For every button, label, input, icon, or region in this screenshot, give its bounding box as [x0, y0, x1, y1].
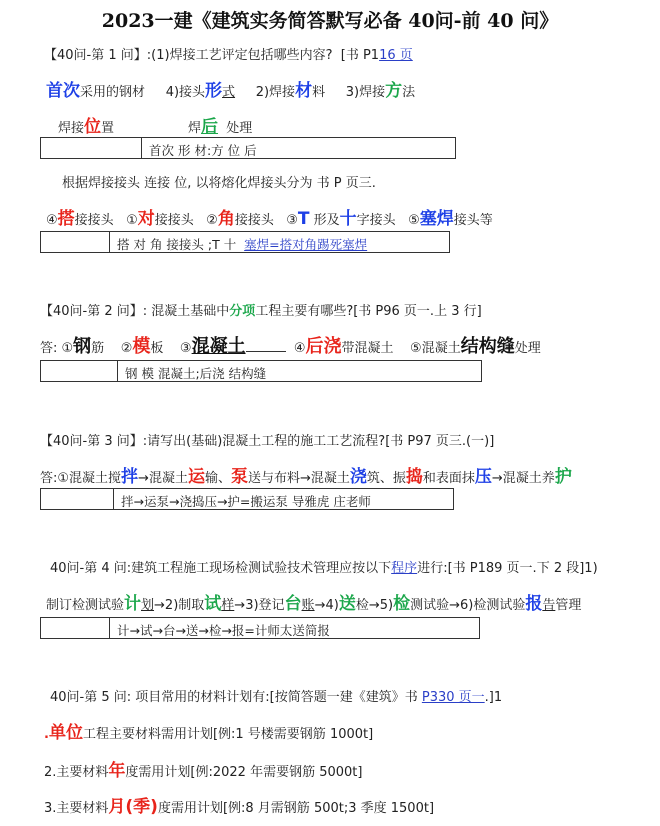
- q3-mnemonic-box: [40, 488, 454, 510]
- q4-t: →4): [314, 598, 339, 613]
- box-blank-cell: [41, 138, 142, 158]
- num: ③: [286, 213, 298, 228]
- q1-box2-b: 塞焊=搭对角踢死塞焊: [244, 237, 368, 252]
- q1-question-text: :(1)焊接工艺评定包括哪些内容?: [146, 48, 333, 63]
- q4-t: 管理: [555, 598, 582, 613]
- q1-a4-t: 接头等: [453, 213, 493, 228]
- q5-question: [50, 686, 502, 705]
- hl-saihan: 塞焊: [419, 209, 454, 229]
- q5-item-pre: .: [44, 727, 49, 742]
- q5-ref-link[interactable]: P330 页一: [421, 690, 485, 705]
- hl-yueji: 月(季): [108, 797, 158, 817]
- q1-a1-liao: 料: [312, 85, 326, 100]
- q2-answer: [40, 332, 541, 358]
- hl-xing: 形: [205, 81, 223, 101]
- q1-a1-text: 采用的钢材: [80, 85, 146, 100]
- q5-item-rest: 工程主要材料需用计划[例:1 号楼需要钢筋 1000t]: [82, 727, 374, 742]
- q2-qc: 工程主要有哪些?[书 P96 页一.上 3 行]: [255, 304, 482, 319]
- q1-a2-zhi: 置: [101, 121, 115, 136]
- q5-item-2: [44, 756, 362, 781]
- q1-answer-line1: [46, 76, 415, 101]
- q1-mnemonic-box-2: [40, 231, 450, 253]
- q1-a4-t: 接接头: [154, 213, 194, 228]
- q1-prefix: 【40问-第 1 问】: [44, 48, 147, 63]
- q1-a2-han: 焊: [188, 121, 202, 136]
- q4-t: →2)制取: [154, 598, 205, 613]
- hl-jiao: 角: [217, 209, 235, 229]
- q1-ref-link[interactable]: 16 页: [379, 48, 413, 63]
- q2-t: 板: [150, 341, 164, 356]
- hl-shouci: 首次: [46, 81, 80, 101]
- hl-jiegoufeng: 结构缝: [460, 336, 515, 357]
- q1-answer-line2: [58, 112, 114, 137]
- q1-answer-line2b: [188, 112, 252, 137]
- q1-mnemonic-box-1: [40, 137, 456, 159]
- q3-t: 和表面抹: [422, 471, 475, 486]
- q5-item-rest: 度需用计划[例:8 月需钢筋 500t;3 季度 1500t]: [157, 801, 435, 816]
- q5-item-pre: 3.主要材料: [44, 801, 109, 816]
- hl-cai: 材: [295, 81, 313, 101]
- q4-t: →5): [368, 598, 394, 613]
- hl-shi: 试: [204, 594, 222, 614]
- q2-box-text: 钢 模 混凝土;后浇 结构缝: [125, 366, 267, 381]
- hl-yun: 运: [187, 467, 205, 487]
- hl-hunningtu: 混凝土: [191, 336, 246, 357]
- q4-t: →3)登记: [234, 598, 285, 613]
- hl-beng: 泵: [230, 467, 248, 487]
- hl-dao: 捣: [405, 467, 423, 487]
- q2-t: 答: ①: [40, 341, 74, 356]
- q2-t: 带混凝土: [341, 341, 394, 356]
- num: ③: [179, 341, 192, 356]
- hl-tai: 台: [284, 594, 302, 614]
- q1-a1-text2: 4)接头: [165, 85, 206, 100]
- q4-t: 检: [355, 598, 369, 613]
- q1-question: [44, 44, 413, 63]
- q4-qc: 进行:[书 P189 页一.下 2 段]1): [417, 561, 598, 576]
- q1-box2-a: 搭 对 角 接接头 ;T 十: [117, 237, 237, 252]
- q1-a4-t: 形及: [313, 213, 340, 228]
- hl-gang: 钢: [73, 336, 92, 357]
- hl-ya: 压: [474, 467, 492, 487]
- q4-answer: [46, 589, 581, 614]
- q1-a1-shi: 式: [222, 85, 236, 100]
- q1-a4-t: 字接头: [356, 213, 396, 228]
- q1-answer-line4: [46, 204, 493, 229]
- q5-prefix: 40问-第 5 问:: [50, 690, 132, 705]
- hl-jian: 检: [393, 594, 411, 614]
- hl-danwei: 单位: [48, 723, 83, 743]
- q3-t: 输、: [204, 471, 231, 486]
- q5-q: 项目常用的材料计划有:[按简答题一建《建筑》书: [131, 690, 422, 705]
- q1-a1-text3: 2)焊接: [255, 85, 296, 100]
- q1-a1-text4: 3)焊接: [345, 85, 386, 100]
- num: ④: [46, 213, 58, 228]
- hl-houjiao: 后浇: [305, 336, 342, 357]
- hl-da: 搭: [57, 209, 75, 229]
- num: ⑤: [408, 213, 420, 228]
- q2-prefix: 【40问-第 2 问】: [40, 304, 143, 319]
- hl-song: 送: [338, 594, 356, 614]
- q5-item-3: [44, 792, 434, 817]
- q2-mnemonic-box: [40, 360, 482, 382]
- q1-a2-chuli: 处理: [226, 121, 253, 136]
- q4-t: 划: [141, 598, 155, 613]
- q1-box2-text: [117, 235, 367, 253]
- hl-nian: 年: [108, 761, 126, 781]
- num: ②: [206, 213, 218, 228]
- num: ①: [126, 213, 138, 228]
- q4-t: 测试验→6)检测试验: [410, 598, 526, 613]
- num: ②: [120, 341, 133, 356]
- q1-ref-a: [书 P1: [340, 48, 380, 63]
- hl-ban: 拌: [121, 467, 139, 487]
- q4-t: 告: [542, 598, 556, 613]
- box-blank-cell: [41, 489, 114, 509]
- hl-hou: 后: [201, 117, 219, 137]
- q5-item-1: [44, 718, 373, 743]
- num: ④: [293, 341, 306, 356]
- hl-ji: 计: [124, 594, 142, 614]
- q2-t: ⑤混凝土: [410, 341, 461, 356]
- q1-box1-text: 首次 形 材:方 位 后: [149, 143, 257, 158]
- q1-a4-t: 接接头: [74, 213, 114, 228]
- q1-a4-t: 接接头: [234, 213, 274, 228]
- hl-dui: 对: [137, 209, 155, 229]
- q3-t: →混凝土养: [491, 471, 555, 486]
- q2-t: 处理: [514, 341, 541, 356]
- underline-blank: [246, 339, 286, 352]
- q3-t: 筑、振: [366, 471, 406, 486]
- q4-box-text: 计→试→台→送→检→报=计师太送简报: [117, 623, 330, 638]
- q3-t: 送与布料→混凝土: [247, 471, 350, 486]
- q3-box-text: 拌→运泵→浇捣压→护=搬运泵 导雅虎 庄老师: [121, 494, 371, 509]
- q2-question: [40, 300, 482, 319]
- q1-a1-fa: 法: [402, 85, 416, 100]
- hl-t: T: [297, 209, 310, 229]
- q4-question: [50, 557, 598, 576]
- q4-qa: :建筑工程施工现场检测试验技术管理应按以下: [126, 561, 392, 576]
- q5-item-rest: 度需用计划[例:2022 年需要钢筋 5000t]: [125, 765, 363, 780]
- hl-shi: 十: [339, 209, 357, 229]
- hl-mo: 模: [132, 336, 151, 357]
- q3-t: 答:①混凝土搅: [40, 471, 122, 486]
- q2-qa: : 混凝土基础中: [142, 304, 230, 319]
- box-blank-cell: [41, 361, 118, 381]
- q4-t: 账: [301, 598, 315, 613]
- q5-item-pre: 2.主要材料: [44, 765, 109, 780]
- page-title: 2023一建《建筑实务简答默写必备 40问-前 40 问》: [101, 10, 559, 32]
- hl-bao: 报: [525, 594, 543, 614]
- q3-t: →混凝土: [138, 471, 188, 486]
- hl-fang: 方: [385, 81, 403, 101]
- q4-mnemonic-box: [40, 617, 480, 639]
- hl-jiao: 浇: [349, 467, 367, 487]
- q2-qb: 分项: [229, 304, 256, 319]
- hl-wei: 位: [84, 117, 102, 137]
- box-blank-cell: [41, 232, 110, 252]
- q4-t: 制订检测试验: [46, 598, 125, 613]
- q1-a2-text: 焊接: [58, 121, 85, 136]
- q3-prefix: 【40问-第 3 问】: [40, 434, 143, 449]
- hl-hu: 护: [554, 467, 572, 487]
- q4-t: 样: [221, 598, 235, 613]
- q3-question: [40, 430, 494, 449]
- q5-ref-tail: .]1: [484, 690, 503, 705]
- q2-t: 筋: [91, 341, 105, 356]
- box-blank-cell: [41, 618, 110, 638]
- q3-answer: [40, 462, 572, 487]
- q3-q: :请写出(基础)混凝土工程的施工工艺流程?[书 P97 页三.(一)]: [142, 434, 495, 449]
- q4-prefix: 40问-第 4 问: [50, 561, 127, 576]
- q1-answer-line3: 根据焊接接头 连接 位, 以将熔化焊接头分为 书 P 页三.: [62, 176, 376, 191]
- q4-qb[interactable]: 程序: [391, 561, 418, 576]
